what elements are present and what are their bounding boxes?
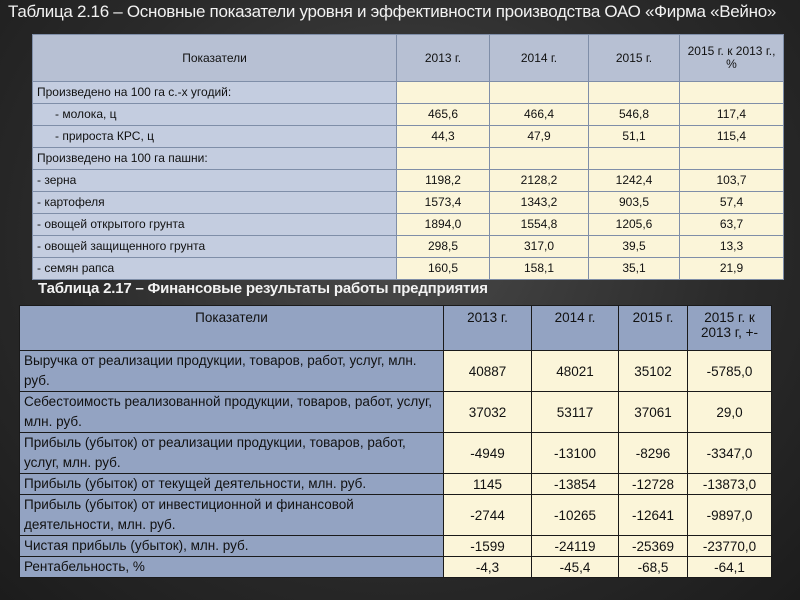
cell-2015: 37061 bbox=[619, 392, 688, 433]
header-2014: 2014 г. bbox=[532, 306, 619, 351]
row-label: Себестоимость реализованной продукции, товаров, работ, услуг, млн. руб. bbox=[20, 392, 444, 433]
header-indicators: Показатели bbox=[33, 35, 397, 82]
table-header-row bbox=[20, 306, 772, 351]
cell-2015: 51,1 bbox=[589, 126, 680, 148]
cell-2015: -12641 bbox=[619, 495, 688, 536]
cell-2014: 48021 bbox=[532, 351, 619, 392]
table-row bbox=[33, 192, 784, 214]
table-row bbox=[20, 536, 772, 557]
cell-2014: 2128,2 bbox=[490, 170, 589, 192]
table-row bbox=[20, 433, 772, 474]
table-row bbox=[33, 104, 784, 126]
cell-2015: 35,1 bbox=[589, 258, 680, 280]
cell-change: -5785,0 bbox=[688, 351, 772, 392]
header-2014: 2014 г. bbox=[490, 35, 589, 82]
cell-2014: 1554,8 bbox=[490, 214, 589, 236]
row-label: - овощей открытого грунта bbox=[33, 214, 397, 236]
header-2013: 2013 г. bbox=[444, 306, 532, 351]
row-label: - овощей защищенного грунта bbox=[33, 236, 397, 258]
financial-results-table bbox=[19, 305, 772, 578]
cell-2013 bbox=[397, 148, 490, 170]
table-row bbox=[33, 214, 784, 236]
row-label: Рентабельность, % bbox=[20, 557, 444, 578]
cell-2015: -68,5 bbox=[619, 557, 688, 578]
cell-2013: -2744 bbox=[444, 495, 532, 536]
cell-2015 bbox=[589, 148, 680, 170]
cell-2014: -24119 bbox=[532, 536, 619, 557]
cell-2014: -13100 bbox=[532, 433, 619, 474]
table-row bbox=[33, 126, 784, 148]
cell-ratio bbox=[680, 148, 784, 170]
cell-2014: 158,1 bbox=[490, 258, 589, 280]
table-row bbox=[20, 392, 772, 433]
cell-2013: 37032 bbox=[444, 392, 532, 433]
table-row bbox=[33, 148, 784, 170]
cell-2013: 44,3 bbox=[397, 126, 490, 148]
row-label: Чистая прибыль (убыток), млн. руб. bbox=[20, 536, 444, 557]
cell-2015: 39,5 bbox=[589, 236, 680, 258]
row-label: Прибыль (убыток) от текущей деятельности, млн. руб. bbox=[20, 474, 444, 495]
cell-2015: 1205,6 bbox=[589, 214, 680, 236]
cell-2013: 1145 bbox=[444, 474, 532, 495]
cell-2013: 465,6 bbox=[397, 104, 490, 126]
cell-2014 bbox=[490, 148, 589, 170]
cell-2014: -45,4 bbox=[532, 557, 619, 578]
table-row bbox=[33, 236, 784, 258]
cell-2013: 1573,4 bbox=[397, 192, 490, 214]
cell-2014 bbox=[490, 82, 589, 104]
cell-2013: -4949 bbox=[444, 433, 532, 474]
cell-ratio bbox=[680, 82, 784, 104]
row-label: - семян рапса bbox=[33, 258, 397, 280]
production-indicators-table bbox=[32, 34, 784, 280]
cell-2015: -25369 bbox=[619, 536, 688, 557]
cell-2013: 40887 bbox=[444, 351, 532, 392]
row-label: Выручка от реализации продукции, товаров, работ, услуг, млн. руб. bbox=[20, 351, 444, 392]
cell-2014: 53117 bbox=[532, 392, 619, 433]
row-label: - прироста КРС, ц bbox=[33, 126, 397, 148]
cell-ratio: 57,4 bbox=[680, 192, 784, 214]
cell-2015: 1242,4 bbox=[589, 170, 680, 192]
cell-ratio: 117,4 bbox=[680, 104, 784, 126]
cell-2013: 1198,2 bbox=[397, 170, 490, 192]
table-row bbox=[33, 170, 784, 192]
cell-2013 bbox=[397, 82, 490, 104]
table-2-16-title: Таблица 2.16 – Основные показатели уровня и эффективности производства ОАО «Фирма «Вейно» bbox=[8, 2, 777, 21]
cell-change: -64,1 bbox=[688, 557, 772, 578]
cell-2014: 47,9 bbox=[490, 126, 589, 148]
cell-2015: 546,8 bbox=[589, 104, 680, 126]
cell-change: -9897,0 bbox=[688, 495, 772, 536]
cell-2013: 160,5 bbox=[397, 258, 490, 280]
cell-2013: 298,5 bbox=[397, 236, 490, 258]
table-2-17-title: Таблица 2.17 – Финансовые результаты работы предприятия bbox=[38, 280, 488, 297]
row-label: Произведено на 100 га с.-х угодий: bbox=[33, 82, 397, 104]
table-row bbox=[20, 474, 772, 495]
cell-ratio: 115,4 bbox=[680, 126, 784, 148]
cell-change: 29,0 bbox=[688, 392, 772, 433]
cell-2014: -13854 bbox=[532, 474, 619, 495]
cell-ratio: 13,3 bbox=[680, 236, 784, 258]
table-row bbox=[33, 82, 784, 104]
cell-change: -3347,0 bbox=[688, 433, 772, 474]
cell-2013: -1599 bbox=[444, 536, 532, 557]
table-row bbox=[20, 351, 772, 392]
row-label: - молока, ц bbox=[33, 104, 397, 126]
header-2015-vs-2013: 2015 г. к 2013 г., % bbox=[680, 35, 784, 82]
cell-2015: -8296 bbox=[619, 433, 688, 474]
cell-2014: 1343,2 bbox=[490, 192, 589, 214]
row-label: - зерна bbox=[33, 170, 397, 192]
row-label: Прибыль (убыток) от инвестиционной и финансовой деятельности, млн. руб. bbox=[20, 495, 444, 536]
cell-2014: 466,4 bbox=[490, 104, 589, 126]
header-indicators: Показатели bbox=[20, 306, 444, 351]
cell-2015: -12728 bbox=[619, 474, 688, 495]
cell-ratio: 21,9 bbox=[680, 258, 784, 280]
cell-2013: 1894,0 bbox=[397, 214, 490, 236]
header-2015-vs-2013: 2015 г. к 2013 г, +- bbox=[688, 306, 772, 351]
cell-2015: 35102 bbox=[619, 351, 688, 392]
cell-change: -13873,0 bbox=[688, 474, 772, 495]
table-row bbox=[20, 557, 772, 578]
header-2015: 2015 г. bbox=[589, 35, 680, 82]
table-header-row bbox=[33, 35, 784, 82]
cell-change: -23770,0 bbox=[688, 536, 772, 557]
cell-2013: -4,3 bbox=[444, 557, 532, 578]
cell-2014: 317,0 bbox=[490, 236, 589, 258]
row-label: - картофеля bbox=[33, 192, 397, 214]
cell-ratio: 63,7 bbox=[680, 214, 784, 236]
row-label: Произведено на 100 га пашни: bbox=[33, 148, 397, 170]
cell-ratio: 103,7 bbox=[680, 170, 784, 192]
table-row bbox=[33, 258, 784, 280]
header-2015: 2015 г. bbox=[619, 306, 688, 351]
header-2013: 2013 г. bbox=[397, 35, 490, 82]
cell-2014: -10265 bbox=[532, 495, 619, 536]
cell-2015 bbox=[589, 82, 680, 104]
row-label: Прибыль (убыток) от реализации продукции, товаров, работ, услуг, млн. руб. bbox=[20, 433, 444, 474]
table-row bbox=[20, 495, 772, 536]
cell-2015: 903,5 bbox=[589, 192, 680, 214]
